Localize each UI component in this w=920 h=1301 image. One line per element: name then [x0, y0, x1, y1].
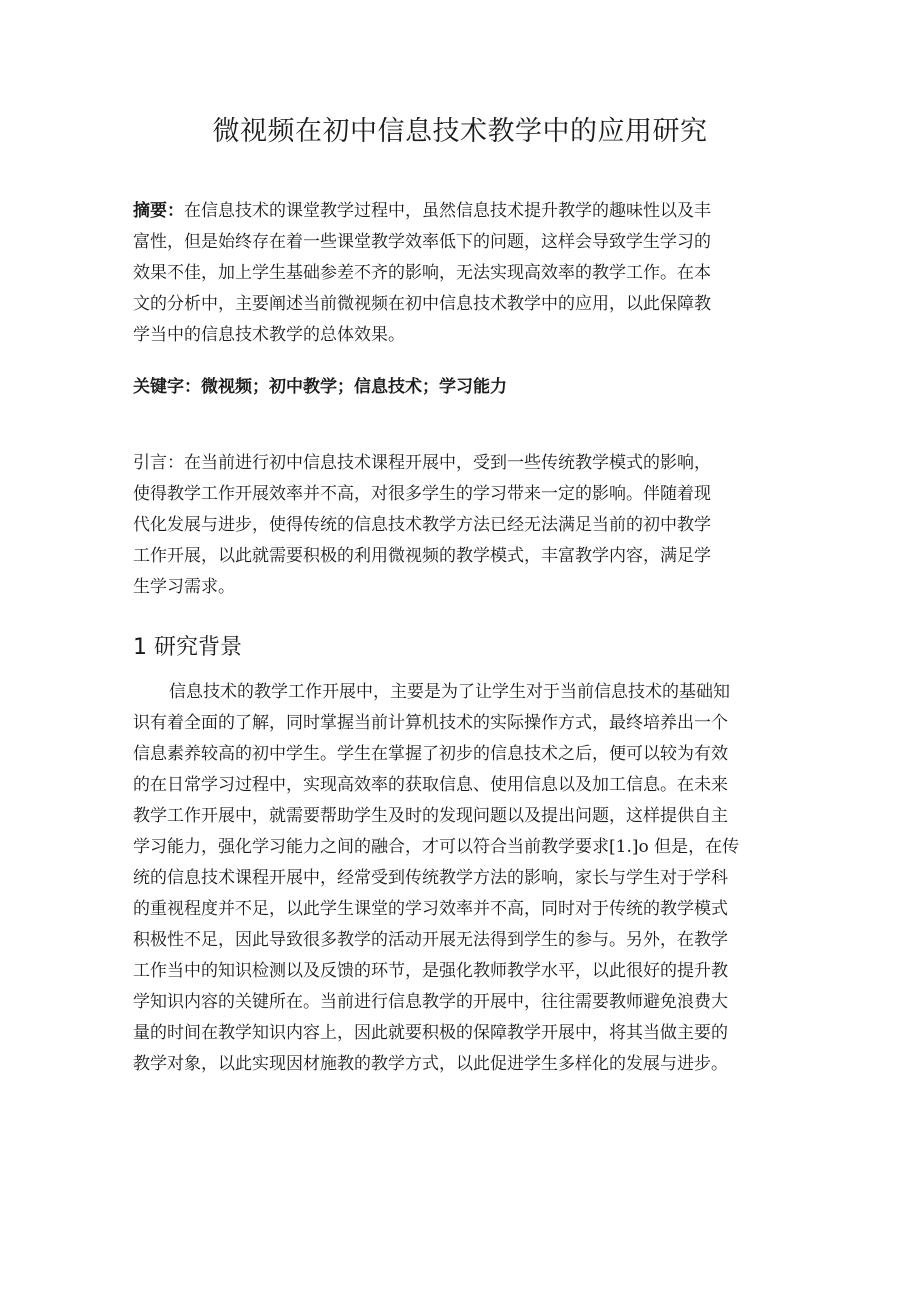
section-heading: 1 研究背景 [133, 635, 242, 660]
abstract-line-1 [133, 196, 793, 227]
body-line: 的重视程度并不足，以此学生课堂的学习效率并不高，同时对于传统的教学模式 [133, 899, 728, 919]
abstract-line: 文的分析中，主要阐述当前微视频在初中信息技术教学中的应用，以此保障教 [133, 294, 711, 314]
body-line: 量的时间在教学知识内容上，因此就要积极的保障教学开展中，将其当做主要的 [133, 1023, 728, 1043]
intro-line: 生学习需求。 [133, 577, 235, 597]
body-line: 识有着全面的了解，同时掌握当前计算机技术的实际操作方式，最终培养出一个 [133, 713, 728, 733]
document-title: 微视频在初中信息技术教学中的应用研究 [212, 116, 708, 147]
intro-line: 工作开展，以此就需要积极的利用微视频的教学模式，丰富教学内容，满足学 [133, 546, 711, 566]
body-line: 教学工作开展中，就需要帮助学生及时的发现问题以及提出问题，这样提供自主 [133, 806, 728, 826]
intro-line: 使得教学工作开展效率并不高，对很多学生的学习带来一定的影响。伴随着现 [133, 484, 711, 504]
keywords-text: 微视频；初中教学；信息技术；学习能力 [201, 377, 507, 397]
body-line: 学习能力，强化学习能力之间的融合，才可以符合当前教学要求[1.]o 但是，在传 [133, 837, 740, 857]
abstract-line: 学当中的信息技术教学的总体效果。 [133, 325, 405, 345]
body-line: 工作当中的知识检测以及反馈的环节，是强化教师教学水平，以此很好的提升教 [133, 961, 728, 981]
abstract-label: 摘要： [133, 201, 184, 221]
body-line: 学知识内容的关键所在。当前进行信息教学的开展中，往往需要教师避免浪费大 [133, 992, 728, 1012]
body-line: 积极性不足，因此导致很多教学的活动开展无法得到学生的参与。另外，在教学 [133, 930, 728, 950]
intro-section [133, 448, 793, 603]
abstract-line: 效果不佳，加上学生基础参差不齐的影响，无法实现高效率的教学工作。在本 [133, 263, 711, 283]
keywords-section [133, 372, 793, 403]
keywords-label: 关键字： [133, 377, 201, 397]
abstract-section [133, 196, 793, 351]
intro-line: 引言：在当前进行初中信息技术课程开展中，受到一些传统教学模式的影响， [133, 453, 711, 473]
body-line: 统的信息技术课程开展中，经常受到传统教学方法的影响，家长与学生对于学科 [133, 868, 728, 888]
abstract-line: 富性，但是始终存在着一些课堂教学效率低下的问题，这样会导致学生学习的 [133, 232, 711, 252]
body-line: 信息素养较高的初中学生。学生在掌握了初步的信息技术之后，便可以较为有效 [133, 744, 728, 764]
keywords-line [133, 372, 793, 403]
body-line: 教学对象，以此实现因材施教的教学方式，以此促进学生多样化的发展与进步。 [133, 1054, 728, 1074]
section-body [133, 677, 793, 1080]
body-line: 的在日常学习过程中，实现高效率的获取信息、使用信息以及加工信息。在未来 [133, 775, 728, 795]
abstract-text: 在信息技术的课堂教学过程中，虽然信息技术提升教学的趣味性以及丰 [184, 201, 711, 221]
body-line: 信息技术的教学工作开展中，主要是为了让学生对于当前信息技术的基础知 [169, 682, 730, 702]
intro-line: 代化发展与进步，使得传统的信息技术教学方法已经无法满足当前的初中教学 [133, 515, 711, 535]
